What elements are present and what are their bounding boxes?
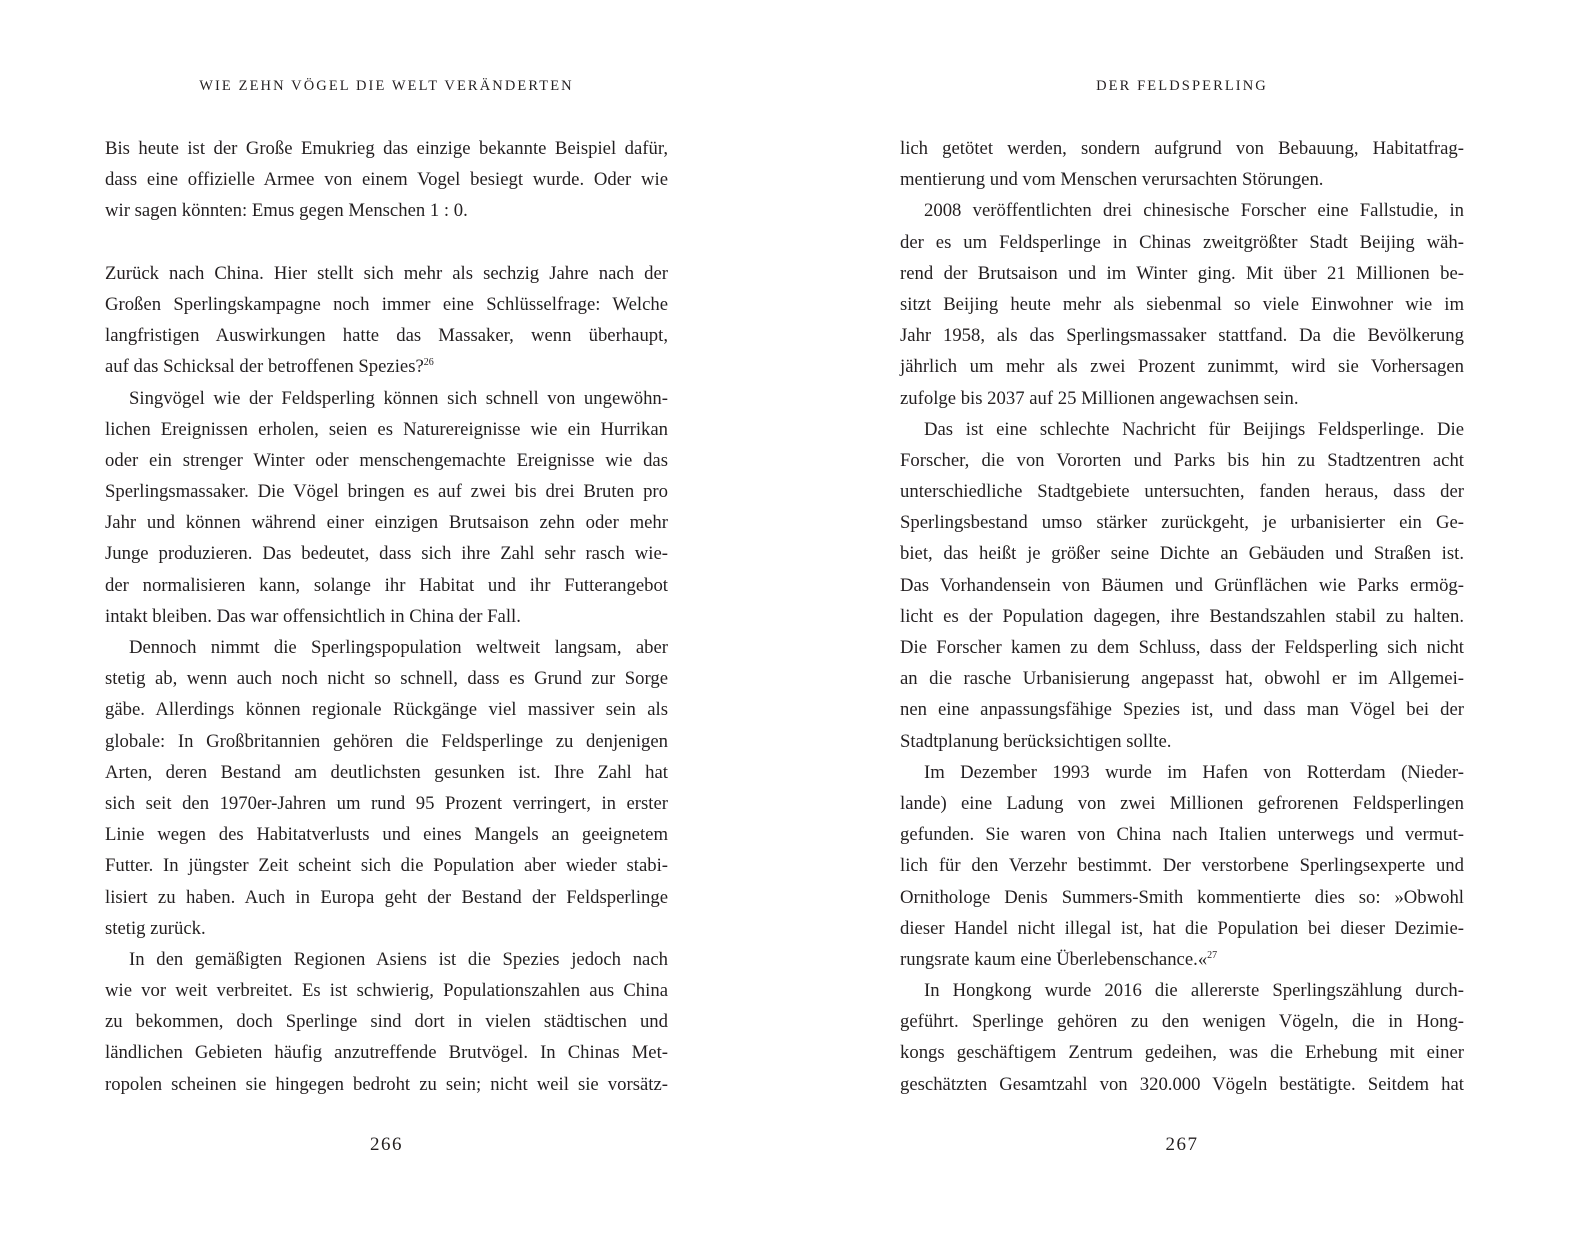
line-text: In Hongkong wurde 2016 die allererste Sperlingszählung durch- xyxy=(924,980,1464,1002)
text-line xyxy=(105,414,668,445)
text-line xyxy=(900,476,1464,507)
text-line xyxy=(900,819,1464,850)
text-line xyxy=(900,632,1464,663)
text-line xyxy=(900,164,1464,195)
text-line xyxy=(900,757,1464,788)
text-line xyxy=(900,570,1464,601)
line-text: der es um Feldsperlinge in Chinas zweitgrößter Stadt Beijing wäh- xyxy=(900,231,1464,253)
footnote-marker: 26 xyxy=(423,357,434,369)
line-text: Ornithologe Denis Summers-Smith kommentierte dies so: »Obwohl xyxy=(900,886,1464,908)
text-line xyxy=(900,351,1464,382)
text-line xyxy=(105,944,668,975)
line-text: biet, das heißt je größer seine Dichte an Gebäuden und Straßen ist. xyxy=(900,543,1464,565)
line-text: Linie wegen des Habitatverlusts und eines Mangels an geeignetem xyxy=(105,824,668,846)
text-line xyxy=(105,195,668,226)
text-line xyxy=(900,258,1464,289)
line-text: der normalisieren kann, solange ihr Habitat und ihr Futterangebot xyxy=(105,574,668,596)
text-line xyxy=(900,414,1464,445)
text-line xyxy=(105,227,668,258)
running-head: WIE ZEHN VÖGEL DIE WELT VERÄNDERTEN xyxy=(199,78,574,94)
line-text: 2008 veröffentlichten drei chinesische Forscher eine Fallstudie, in xyxy=(924,200,1464,222)
line-text: an die rasche Urbanisierung angepasst hat, obwohl er im Allgemei- xyxy=(900,668,1464,690)
line-text: rungsrate kaum eine Überlebenschance.« xyxy=(900,948,1208,970)
line-text: geführt. Sperlinge gehören zu den wenigen Vögeln, die in Hong- xyxy=(900,1011,1464,1033)
text-line xyxy=(105,913,668,944)
text-line xyxy=(105,476,668,507)
text-line xyxy=(105,133,668,164)
text-line xyxy=(900,538,1464,569)
text-line xyxy=(105,1037,668,1068)
text-line xyxy=(900,663,1464,694)
text-line xyxy=(900,1069,1464,1100)
line-text: globale: In Großbritannien gehören die Feldsperlinge zu denjenigen xyxy=(105,730,668,752)
text-line xyxy=(900,383,1464,414)
line-text: gefunden. Sie waren von China nach Italien unterwegs und vermut- xyxy=(900,824,1464,846)
text-line xyxy=(900,601,1464,632)
text-line xyxy=(900,726,1464,757)
line-text: Im Dezember 1993 wurde im Hafen von Rotterdam (Nieder- xyxy=(924,761,1464,783)
text-line xyxy=(900,944,1464,975)
line-text: ropolen scheinen sie hingegen bedroht zu sein; nicht weil sie vorsätz- xyxy=(105,1073,668,1095)
line-text: stetig ab, wenn auch noch nicht so schnell, dass es Grund zur Sorge xyxy=(105,668,668,690)
text-line xyxy=(105,788,668,819)
line-text: kongs geschäftigem Zentrum gedeihen, was die Erhebung mit einer xyxy=(900,1042,1464,1064)
page-number: 266 xyxy=(370,1134,403,1155)
text-line xyxy=(105,320,668,351)
text-line xyxy=(900,507,1464,538)
line-text: Jahr und können während einer einzigen Brutsaison zehn oder mehr xyxy=(105,512,668,534)
line-text: lichen Ereignissen erholen, seien es Naturereignisse wie ein Hurrikan xyxy=(105,418,668,440)
text-line xyxy=(105,164,668,195)
text-line xyxy=(900,289,1464,320)
line-text: dass eine offizielle Armee von einem Vogel besiegt wurde. Oder wie xyxy=(105,169,668,191)
line-text: dieser Handel nicht illegal ist, hat die Population bei dieser Dezimie- xyxy=(900,917,1464,939)
text-line xyxy=(900,788,1464,819)
running-head: DER FELDSPERLING xyxy=(1096,78,1268,94)
right-page xyxy=(797,0,1594,1240)
text-line xyxy=(105,975,668,1006)
page-number: 267 xyxy=(1165,1134,1199,1155)
line-text: zu bekommen, doch Sperlinge sind dort in vielen städtischen und xyxy=(105,1011,668,1033)
line-text: oder ein strenger Winter oder menschengemachte Ereignisse wie das xyxy=(105,449,668,471)
text-line xyxy=(105,663,668,694)
text-line xyxy=(105,445,668,476)
line-text: lisiert zu haben. Auch in Europa geht der Bestand der Feldsperlinge xyxy=(105,886,668,908)
text-line xyxy=(105,258,668,289)
line-text: Die Forscher kamen zu dem Schluss, dass der Feldsperling sich nicht xyxy=(900,637,1464,658)
text-line xyxy=(900,694,1464,725)
text-line xyxy=(900,133,1464,164)
text-line xyxy=(105,694,668,725)
line-text: lich getötet werden, sondern aufgrund von Bebauung, Habitatfrag- xyxy=(900,138,1464,159)
text-line xyxy=(900,850,1464,881)
line-text: nen eine anpassungsfähige Spezies ist, und dass man Vögel bei der xyxy=(900,699,1464,721)
line-text: auf das Schicksal der betroffenen Spezies? xyxy=(105,356,424,378)
text-line xyxy=(105,601,668,632)
line-text: wir sagen könnten: Emus gegen Menschen 1 : 0. xyxy=(105,200,468,222)
text-line xyxy=(105,289,668,320)
line-text: mentierung und vom Menschen verursachten Störungen. xyxy=(900,169,1324,191)
line-text: stetig zurück. xyxy=(105,917,206,939)
line-text: intakt bleiben. Das war offensichtlich in China der Fall. xyxy=(105,605,521,627)
text-line xyxy=(900,227,1464,258)
line-text: Sperlingsmassaker. Die Vögel bringen es auf zwei bis drei Bruten pro xyxy=(105,481,668,503)
line-text: Jahr 1958, als das Sperlingsmassaker stattfand. Da die Bevölkerung xyxy=(900,325,1464,347)
line-text: unterschiedliche Stadtgebiete untersuchten, fanden heraus, dass der xyxy=(900,481,1464,503)
line-text: Arten, deren Bestand am deutlichsten gesunken ist. Ihre Zahl hat xyxy=(105,761,668,783)
text-line xyxy=(900,882,1464,913)
text-line xyxy=(900,1006,1464,1037)
line-text: sitzt Beijing heute mehr als siebenmal so viele Einwohner wie im xyxy=(900,293,1464,315)
text-line xyxy=(105,819,668,850)
line-text: Bis heute ist der Große Emukrieg das einzige bekannte Beispiel dafür, xyxy=(105,138,668,159)
line-text: jährlich um mehr als zwei Prozent zunimmt, wird sie Vorhersagen xyxy=(900,356,1464,378)
text-line xyxy=(105,1006,668,1037)
text-line xyxy=(105,1069,668,1100)
text-line xyxy=(105,351,668,382)
text-line xyxy=(105,538,668,569)
line-text: Stadtplanung berücksichtigen sollte. xyxy=(900,730,1172,752)
text-line xyxy=(105,507,668,538)
line-text: rend der Brutsaison und im Winter ging. Mit über 21 Millionen be- xyxy=(900,262,1464,284)
text-line xyxy=(105,850,668,881)
line-text: Das Vorhandensein von Bäumen und Grünflächen wie Parks ermög- xyxy=(900,574,1464,596)
line-text: geschätzten Gesamtzahl von 320.000 Vögeln bestätigte. Seitdem hat xyxy=(900,1073,1464,1095)
line-text: Futter. In jüngster Zeit scheint sich die Population aber wieder stabi- xyxy=(105,855,668,877)
text-line xyxy=(105,570,668,601)
page-body xyxy=(900,133,1464,1100)
line-text: Sperlingsbestand umso stärker zurückgeht, je urbanisierter ein Ge- xyxy=(900,512,1464,534)
line-text: langfristigen Auswirkungen hatte das Massaker, wenn überhaupt, xyxy=(105,325,668,347)
line-text: ländlichen Gebieten häufig anzutreffende Brutvögel. In Chinas Met- xyxy=(105,1042,668,1064)
line-text: Zurück nach China. Hier stellt sich mehr als sechzig Jahre nach der xyxy=(105,262,668,284)
line-text: zufolge bis 2037 auf 25 Millionen angewachsen sein. xyxy=(900,387,1299,409)
line-text: Forscher, die von Vororten und Parks bis hin zu Stadtzentren acht xyxy=(900,449,1464,471)
footnote-marker: 27 xyxy=(1207,949,1218,961)
line-text: Das ist eine schlechte Nachricht für Beijings Feldsperlinge. Die xyxy=(924,418,1464,440)
page-body xyxy=(105,133,668,1100)
text-line xyxy=(105,757,668,788)
text-line xyxy=(900,913,1464,944)
text-line xyxy=(900,975,1464,1006)
text-line xyxy=(105,632,668,663)
line-text: Großen Sperlingskampagne noch immer eine Schlüsselfrage: Welche xyxy=(105,293,668,315)
line-text: lich für den Verzehr bestimmt. Der verstorbene Sperlingsexperte und xyxy=(900,855,1464,877)
line-text: lande) eine Ladung von zwei Millionen gefrorenen Feldsperlingen xyxy=(900,792,1464,814)
line-text: sich seit den 1970er-Jahren um rund 95 Prozent verringert, in erster xyxy=(105,792,668,814)
text-line xyxy=(105,882,668,913)
line-text: wie vor weit verbreitet. Es ist schwierig, Populationszahlen aus China xyxy=(105,980,668,1002)
line-text: Junge produzieren. Das bedeutet, dass sich ihre Zahl sehr rasch wie- xyxy=(105,543,668,565)
text-line xyxy=(105,726,668,757)
line-text: licht es der Population dagegen, ihre Bestandszahlen stabil zu halten. xyxy=(900,605,1464,627)
line-text: In den gemäßigten Regionen Asiens ist die Spezies jedoch nach xyxy=(129,948,668,970)
line-text: Dennoch nimmt die Sperlingspopulation weltweit langsam, aber xyxy=(129,637,668,658)
text-line xyxy=(900,195,1464,226)
text-line xyxy=(900,320,1464,351)
text-line xyxy=(105,383,668,414)
text-line xyxy=(900,445,1464,476)
text-line xyxy=(900,1037,1464,1068)
line-text: Singvögel wie der Feldsperling können sich schnell von ungewöhn- xyxy=(129,387,668,409)
line-text: gäbe. Allerdings können regionale Rückgänge viel massiver sein als xyxy=(105,699,668,721)
